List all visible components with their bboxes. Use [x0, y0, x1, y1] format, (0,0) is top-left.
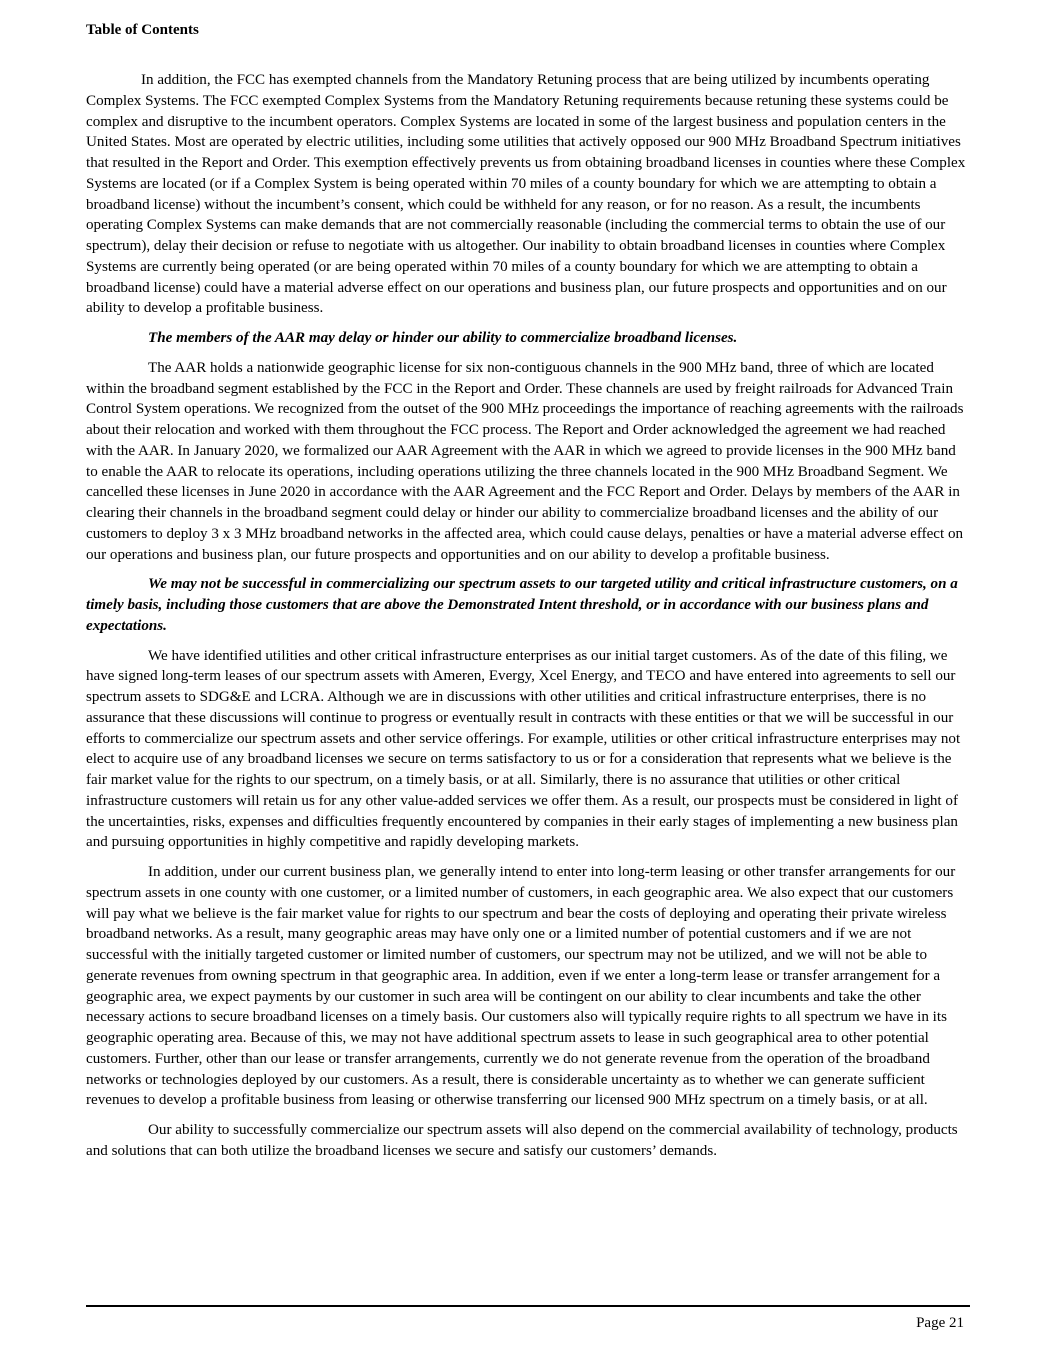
paragraph-technology-availability: Our ability to successfully commercialize our spectrum assets will also depend on the commercial availability of technology, products and solutions that can both utilize the broadband licenses we secure and satisfy our customers’ demands. [86, 1122, 958, 1159]
paragraph-complex-systems: In addition, the FCC has exempted channels from the Mandatory Retuning process that are being utilized by incumbents operating Complex Systems. The FCC exempted Complex Systems from the Mandatory Retuning requirements because retuning these systems could be complex and disruptive to the incumbent operators. Complex Systems are located in some of the largest business and population centers in the United States. Most are operated by electric utilities, including some utilities that actively opposed our 900 MHz Broadband Spectrum initiatives that resulted in the Report and Order. This exemption effectively prevents us from obtaining broadband licenses in counties where these Complex Systems are located (or if a Complex System is being operated within 70 miles of a county boundary for which we are attempting to obtain a broadband license) without the incumbent’s consent, which could be withheld for any reason, or for no reason. As a result, the incumbents operating Complex Systems can make demands that are not commercially reasonable (including the commercial terms to obtain the use of our spectrum), delay their decision or refuse to negotiate with us altogether. Our inability to obtain broadband licenses in counties where Complex Systems are currently being operated (or are being operated within 70 miles of a county boundary for which we are attempting to obtain a broadband license) could have a material adverse effect on our operations and business plan, our future prospects and opportunities and on our ability to develop a profitable business. [86, 72, 966, 317]
risk-heading-commercialization: We may not be successful in commercializing our spectrum assets to our targeted utility and critical infrastructure customers, on a timely basis, including those customers that are above the Demonstrated Intent threshold, or in accordance with our business plans and expectations. [86, 576, 958, 634]
table-of-contents-link[interactable]: Table of Contents [86, 22, 199, 38]
paragraph-aar: The AAR holds a nationwide geographic license for six non-contiguous channels in the 900 MHz band, three of which are located within the broadband segment established by the FCC in the Report and Order. These channels are used by freight railroads for Advanced Train Control System operations. We recognized from the outset of the 900 MHz proceedings the importance of reaching agreements with the railroads about their relocation and worked with them throughout the FCC process. The Report and Order acknowledged the agreement we had reached with the AAR. In January 2020, we formalized our AAR Agreement with the AAR in which we agreed to provide licenses in the 900 MHz band to enable the AAR to relocate its operations, including operations utilizing the three channels located in the 900 MHz Broadband Segment. We cancelled these licenses in June 2020 in accordance with the AAR Agreement and the FCC Report and Order. Delays by members of the AAR in clearing their channels in the broadband segment could delay or hinder our ability to commercialize broadband licenses and the ability of our customers to deploy 3 x 3 MHz broadband networks in the affected area, which could cause delays, penalties or have a material adverse effect on our operations and business plan, our future prospects and opportunities and on our ability to develop a profitable business. [86, 359, 964, 563]
page-number: Page 21 [916, 1315, 964, 1331]
risk-heading-aar: The members of the AAR may delay or hinder our ability to commercialize broadband licenses. [148, 330, 738, 346]
paragraph-target-customers: We have identified utilities and other critical infrastructure enterprises as our initial target customers. As of the date of this filing, we have signed long-term leases of our spectrum assets with Ameren, Evergy, Xcel Energy, and TECO and have entered into agreements to sell our spectrum assets to SDG&E and LCRA. Although we are in discussions with other utilities and critical infrastructure enterprises, there is no assurance that these discussions will continue to progress or eventually result in contracts with these entities or that we will be successful in our efforts to commercialize our spectrum assets and other service offerings. For example, utilities or other critical infrastructure enterprises may not elect to acquire use of any broadband licenses we secure on terms satisfactory to us or for a consideration that represents what we believe is the fair market value for the rights to our spectrum, on a timely basis, or at all. Similarly, there is no assurance that utilities or other critical infrastructure customers will retain us for any other value-added services we offer them. As a result, our prospects must be considered in light of the uncertainties, risks, expenses and difficulties frequently encountered by companies in their early stages of implementing a new business plan and pursuing opportunities in highly competitive and rapidly developing markets. [86, 647, 961, 851]
body-text [86, 70, 970, 1171]
paragraph-business-plan: In addition, under our current business plan, we generally intend to enter into long-term leasing or other transfer arrangements for our spectrum assets in one county with one customer, or a limited number of customers, in each geographic area. We also expect that our customers will pay what we believe is the fair market value for rights to our spectrum and bear the costs of deploying and operating their private wireless broadband networks. As a result, many geographic areas may have only one or a limited number of potential customers and if we are not successful with the initially targeted customer or limited number of customers, our spectrum may not be utilized, and we will not be able to generate revenues from owning spectrum in that geographic area. In addition, even if we enter a long-term lease or transfer arrangement for a geographic area, we expect payments by our customer in such area will be contingent on our ability to clear incumbents and take the other necessary actions to secure broadband licenses on a timely basis. Our customers also will typically require rights to all spectrum we have in its geographic operating area. Because of this, we may not have additional spectrum assets to lease in such geographical area to other potential customers. Further, other than our lease or transfer arrangements, currently we do not generate revenue from the operation of the broadband networks or technologies deployed by our customers. As a result, there is considerable uncertainty as to whether we can generate sufficient revenues to develop a profitable business from leasing or otherwise transferring our licensed 900 MHz spectrum on a timely basis, or at all. [86, 864, 956, 1109]
footer-divider [86, 1305, 970, 1307]
